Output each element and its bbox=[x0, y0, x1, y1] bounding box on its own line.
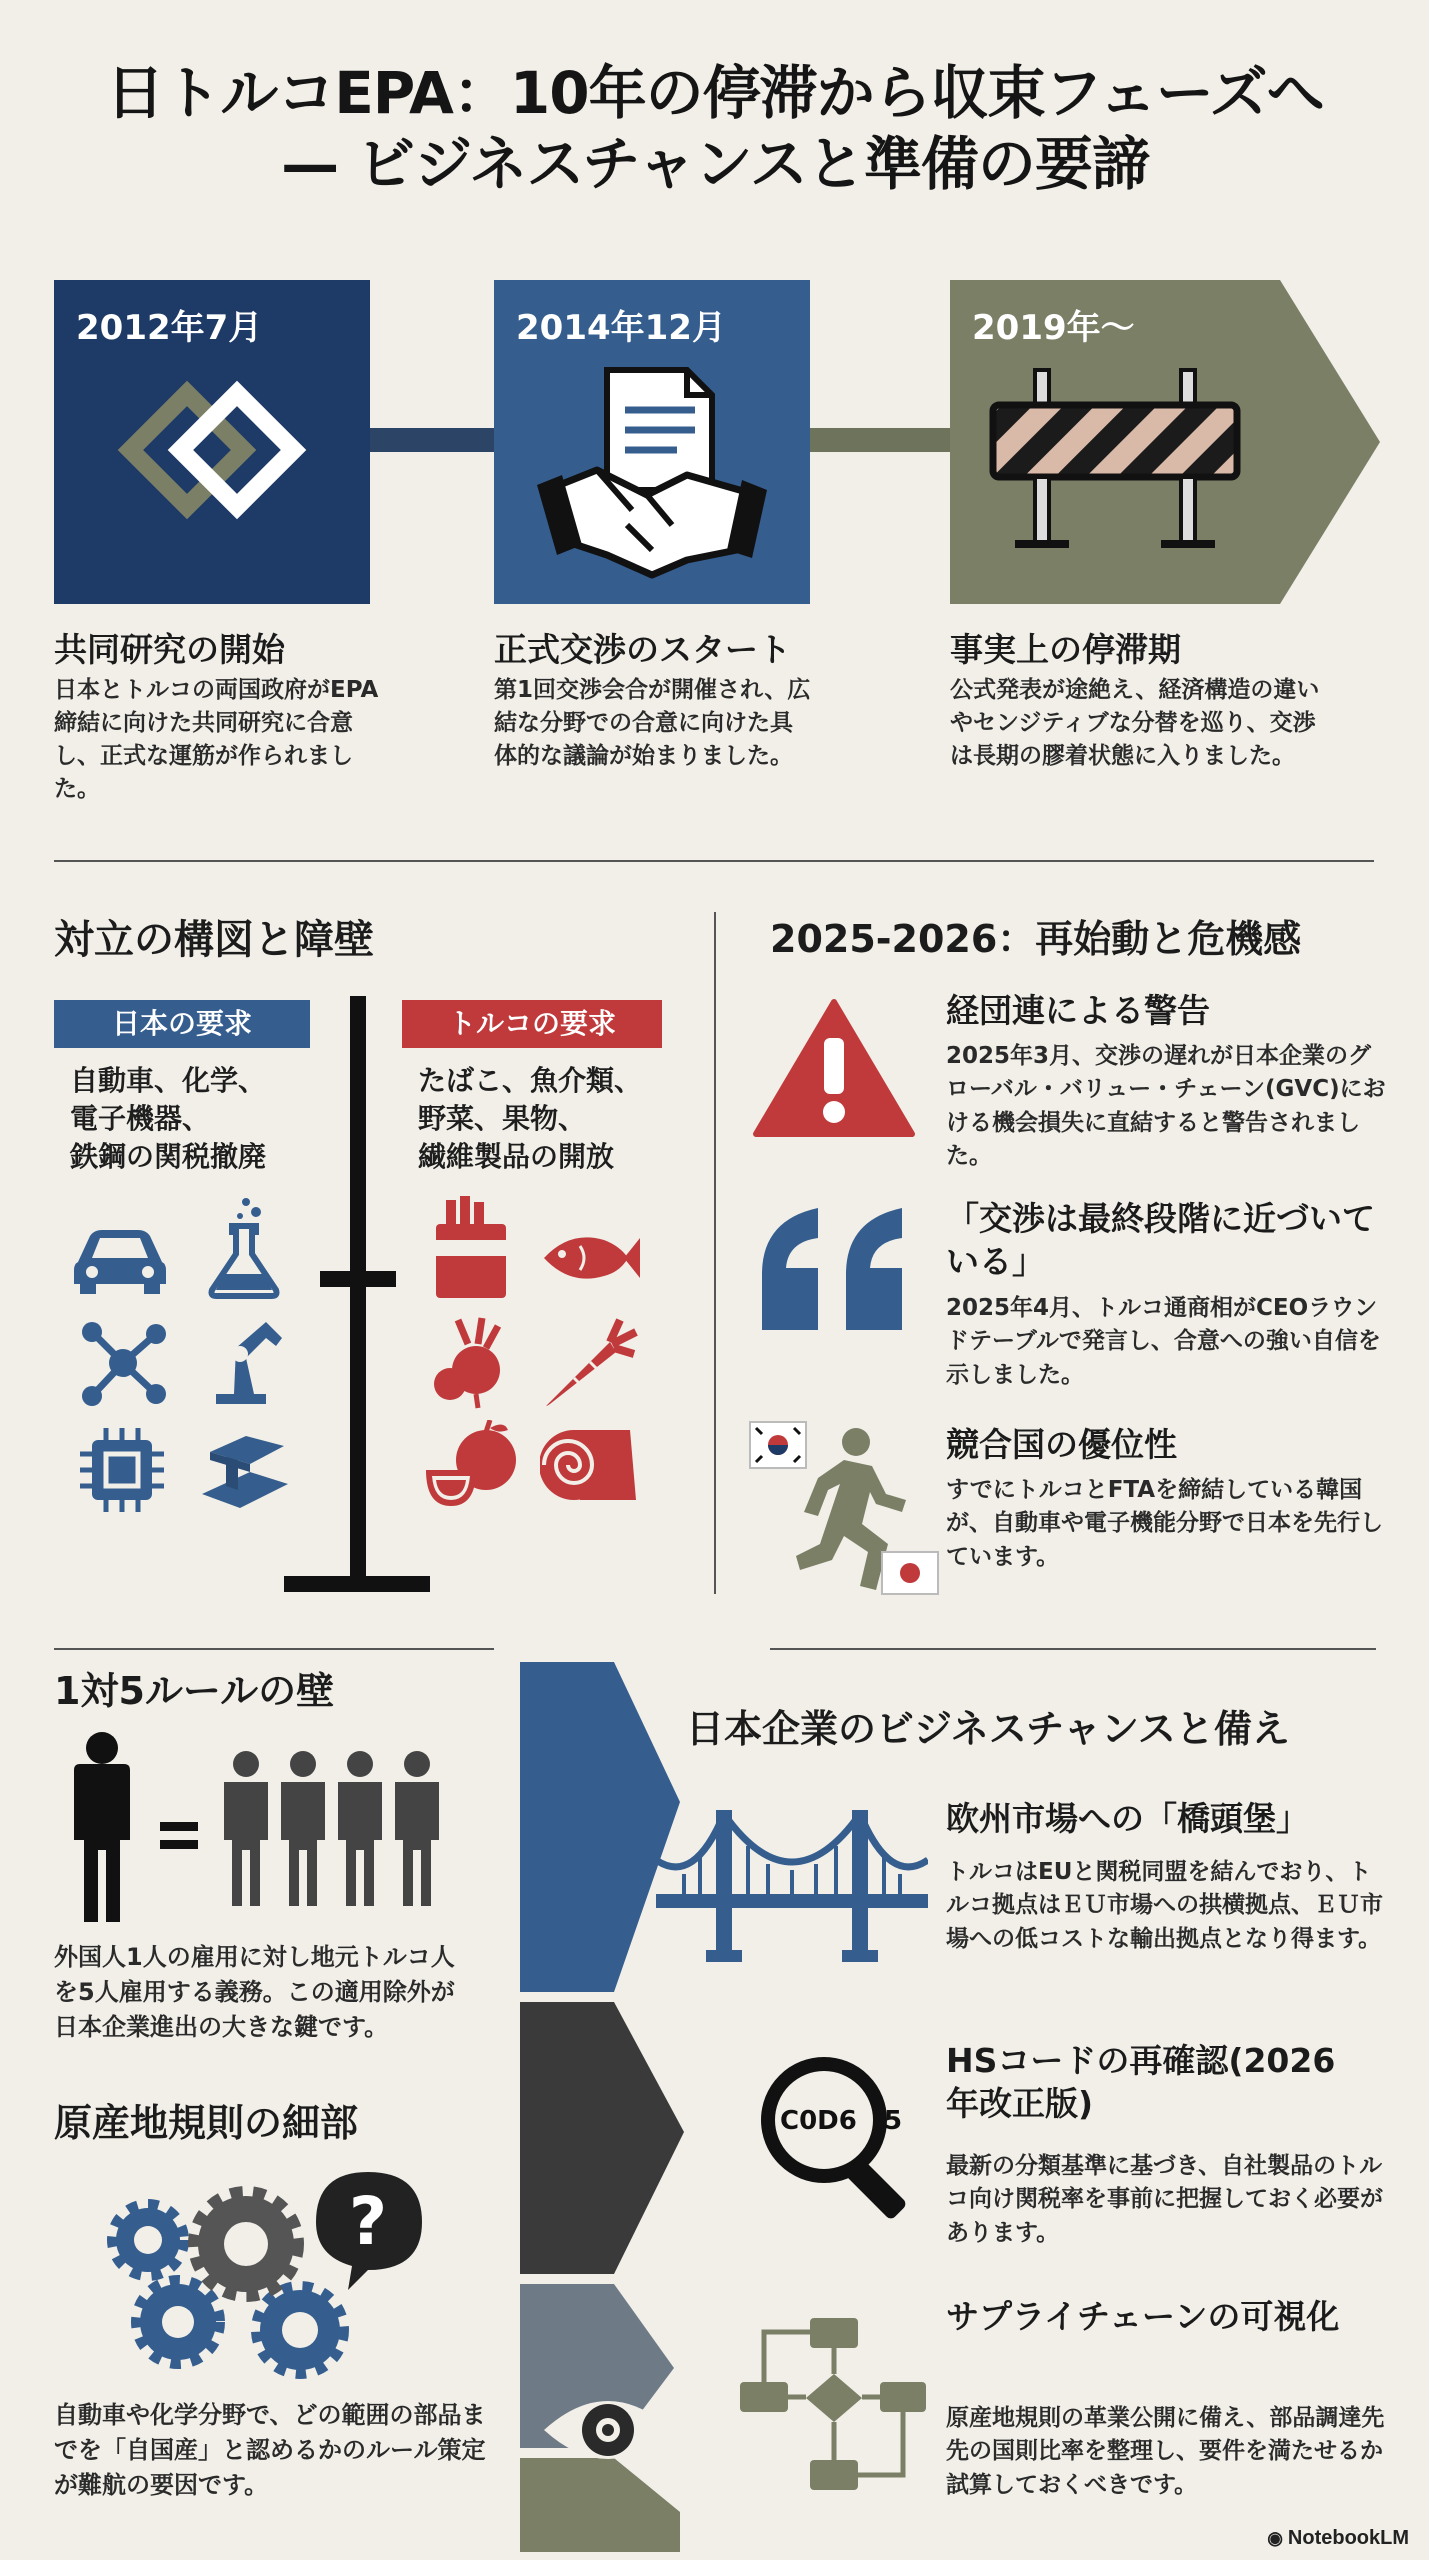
chance-item-title: 欧州市場への「橋頭堡」 bbox=[946, 1799, 1309, 1838]
conflict-title: 対立の構図と障壁 bbox=[54, 917, 374, 963]
turkey-demand-line: 野菜、果物、 bbox=[418, 1101, 587, 1135]
gears-question-icon bbox=[100, 2170, 430, 2380]
brand-label: NotebookLM bbox=[1287, 2527, 1409, 2549]
timeline-card-2019 bbox=[950, 280, 1280, 604]
timeline-title: 正式交渉のスタート bbox=[494, 630, 791, 669]
japan-demand-text bbox=[70, 1062, 266, 1175]
chance-item-desc: 原産地規則の革業公開に備え、部品調達先先の国則比率を整理し、要件を満たせるか試算しておくべきです。 bbox=[946, 2405, 1385, 2498]
title-line-2: — ビジネスチャンスと準備の要諦 bbox=[281, 129, 1149, 198]
chance-item-title: サプライチェーンの可視化 bbox=[946, 2297, 1340, 2336]
japan-demand-line: 鉄鋼の関税撤廃 bbox=[70, 1139, 267, 1173]
timeline-card-2012 bbox=[54, 280, 370, 604]
carrot-icon bbox=[540, 1312, 640, 1412]
warning-icon bbox=[752, 996, 916, 1140]
molecule-icon bbox=[78, 1318, 168, 1408]
hs-code-text-2: 5 bbox=[884, 2106, 903, 2136]
runner-icon bbox=[748, 1420, 940, 1596]
magnifier-shape bbox=[756, 2052, 926, 2222]
timeline-desc: 第1回交渉会合が開催され、広結な分野での合意に向けた具体的な議論が始まりました。 bbox=[494, 677, 811, 769]
notebooklm-logo-icon: ◉ bbox=[1267, 2528, 1288, 2548]
timeline-title: 共同研究の開始 bbox=[54, 630, 285, 669]
title-line-1: 日トルコEPA：10年の停滞から収束フェーズへ bbox=[106, 59, 1324, 127]
robot-arm-icon bbox=[206, 1318, 286, 1408]
timeline-connector-1 bbox=[370, 428, 494, 452]
timeline-desc: 公式発表が途絶え、経済構造の違いやセンジティブな分替を巡り、交渉は長期の膠着状態に入りました。 bbox=[950, 677, 1320, 769]
turkey-demand-tag: トルコの要求 bbox=[402, 1000, 662, 1048]
timeline-date: 2014年12月 bbox=[516, 308, 726, 348]
timeline-title: 事実上の停滞期 bbox=[950, 630, 1181, 669]
flask-icon bbox=[206, 1196, 282, 1300]
fish-icon bbox=[540, 1228, 642, 1288]
barrier-icon bbox=[985, 360, 1245, 550]
origin-title: 原産地規則の細部 bbox=[54, 2101, 359, 2145]
fabric-roll-icon bbox=[540, 1420, 640, 1512]
fruit-icon bbox=[424, 1420, 528, 1508]
quote-icon bbox=[758, 1204, 906, 1334]
restart-item-title: 競合国の優位性 bbox=[946, 1425, 1177, 1464]
rule-desc: 外国人1人の雇用に対し地元トルコ人を5人雇用する義務。この適用除外が日本企業進出の大きな鍵です。 bbox=[54, 1943, 455, 2041]
timeline-connector-2 bbox=[808, 428, 954, 452]
notebooklm-brand bbox=[1267, 2527, 1409, 2550]
chain-link-icon bbox=[117, 360, 307, 550]
balance-post-icon bbox=[280, 996, 440, 1596]
chance-item-title: HSコードの再確認(2026年改正版) bbox=[946, 2041, 1336, 2123]
section-divider-left bbox=[54, 1648, 494, 1650]
restart-item-desc: 2025年4月、トルコ通商相がCEOラウンドテーブルで発言し、合意への強い自信を示しました。 bbox=[946, 1295, 1381, 1388]
eye-icon bbox=[540, 2380, 676, 2480]
bridge-icon bbox=[656, 1790, 928, 1966]
vegetables-icon bbox=[428, 1314, 522, 1410]
timeline-desc: 日本とトルコの両国政府がEPA締結に向けた共同研究に合意し、正式な運筋が作られました。 bbox=[54, 677, 379, 802]
japan-demand-tag: 日本の要求 bbox=[54, 1000, 310, 1048]
hs-code-text: C0D6 bbox=[780, 2106, 857, 2136]
one-to-five-people-icon bbox=[60, 1730, 470, 1926]
column-divider bbox=[714, 912, 716, 1594]
restart-item-desc: 2025年3月、交渉の遅れが日本企業のグローバル・バリュー・チェーン(GVC)における機会損失に直結すると警告されました。 bbox=[946, 1043, 1386, 1170]
timeline-card-2014 bbox=[494, 280, 810, 604]
rule-title: 1対5ルールの壁 bbox=[54, 1669, 335, 1713]
chance-item-desc: トルコはEUと関税同盟を結んでおり、トルコ拠点はＥＵ市場への拱横拠点、ＥＵ市場への低コストな輸出拠点となり得ます。 bbox=[946, 1859, 1383, 1952]
japan-demand-line: 電子機器、 bbox=[70, 1101, 211, 1135]
chance-item-desc: 最新の分類基準に基づき、自社製品のトルコ向け関税率を事前に把握しておく必要があります。 bbox=[946, 2153, 1383, 2246]
microchip-icon bbox=[76, 1424, 168, 1516]
flowchart-icon bbox=[740, 2318, 926, 2498]
cigarette-pack-icon bbox=[432, 1196, 510, 1300]
handshake-document-icon bbox=[537, 360, 767, 580]
magnifier-icon bbox=[756, 2052, 926, 2222]
svg-text:?: ? bbox=[348, 2183, 388, 2260]
timeline-date: 2019年～ bbox=[972, 308, 1135, 348]
restart-item-title: 経団連による警告 bbox=[946, 991, 1210, 1030]
turkey-demand-text bbox=[418, 1062, 642, 1175]
turkey-demand-line: たばこ、魚介類、 bbox=[418, 1064, 643, 1097]
page-title bbox=[40, 58, 1390, 200]
restart-title: 2025-2026：再始動と危機感 bbox=[770, 917, 1302, 961]
section-divider bbox=[54, 860, 1374, 862]
section-divider-right bbox=[770, 1648, 1376, 1650]
restart-item-title: 「交渉は最終段階に近づいている」 bbox=[946, 1199, 1375, 1281]
origin-desc: 自動車や化学分野で、どの範囲の部品までを「自国産」と認めるかのルール策定が難航の要因です。 bbox=[54, 2401, 486, 2499]
chance-title: 日本企業のビジネスチャンスと備え bbox=[686, 1707, 1290, 1751]
turkey-demand-line: 繊維製品の開放 bbox=[418, 1139, 615, 1173]
car-icon bbox=[70, 1224, 170, 1294]
japan-demand-line: 自動車、化学、 bbox=[70, 1064, 267, 1097]
restart-item-desc: すでにトルコとFTAを締結している韓国が、自動車や電子機能分野で日本を先行しています。 bbox=[946, 1477, 1383, 1570]
timeline-date: 2012年7月 bbox=[76, 308, 263, 348]
steel-beam-icon bbox=[200, 1424, 290, 1510]
